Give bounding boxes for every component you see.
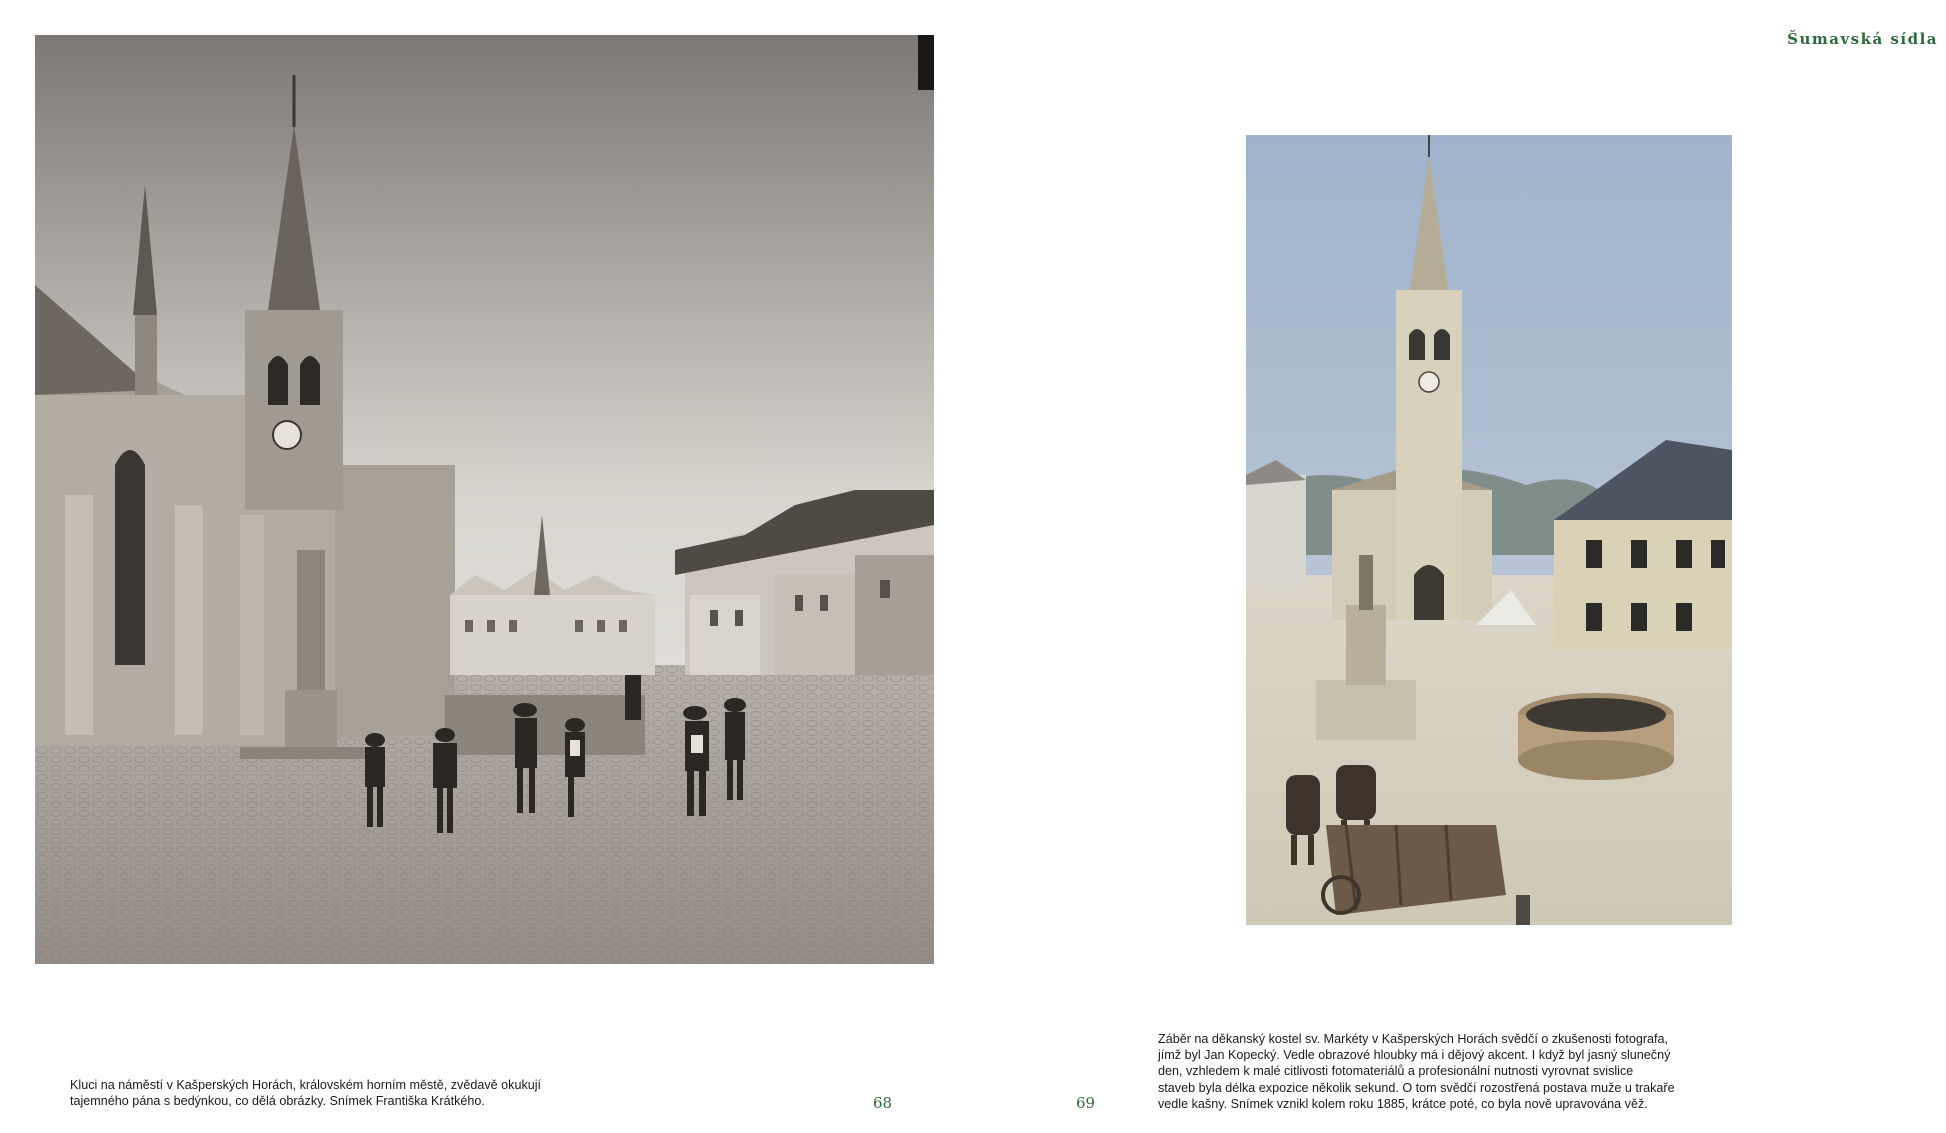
caption-line: Kluci na náměstí v Kašperských Horách, královském horním městě, zvědavě okukují [70,1078,542,1092]
caption-line: Záběr na děkanský kostel sv. Markéty v Kašperských Horách svědčí o zkušenosti fotografa, [1158,1032,1669,1046]
page-number-right: 69 [1076,1094,1096,1112]
caption-line: vedle kašny. Snímek vznikl kolem roku 1885, krátce poté, co byla nově upravována věž. [1158,1096,1648,1111]
caption-line: tajemného pána s bedýnkou, co dělá obrázky. Snímek Františka Krátkého. [70,1094,485,1109]
left-photo-caption [70,1077,630,1109]
church-color-photo [1246,135,1732,925]
caption-line: jímž byl Jan Kopecký. Vedle obrazové hloubky má i dějový akcent. I když byl jasný slunečný [1158,1048,1671,1063]
caption-line: den, vzhledem k malé citlivosti fotomateriálů a profesionální nutnosti vyrovnat svislice [1158,1064,1634,1079]
historic-square-photo [35,35,934,964]
caption-line: staveb byla délka expozice několik sekund. O tom svědčí rozostřená postava muže u trakaře [1158,1080,1675,1095]
right-photo-caption [1158,1031,1733,1112]
page-number-left: 68 [873,1094,893,1112]
running-head: Šumavská sídla [1787,30,1938,48]
